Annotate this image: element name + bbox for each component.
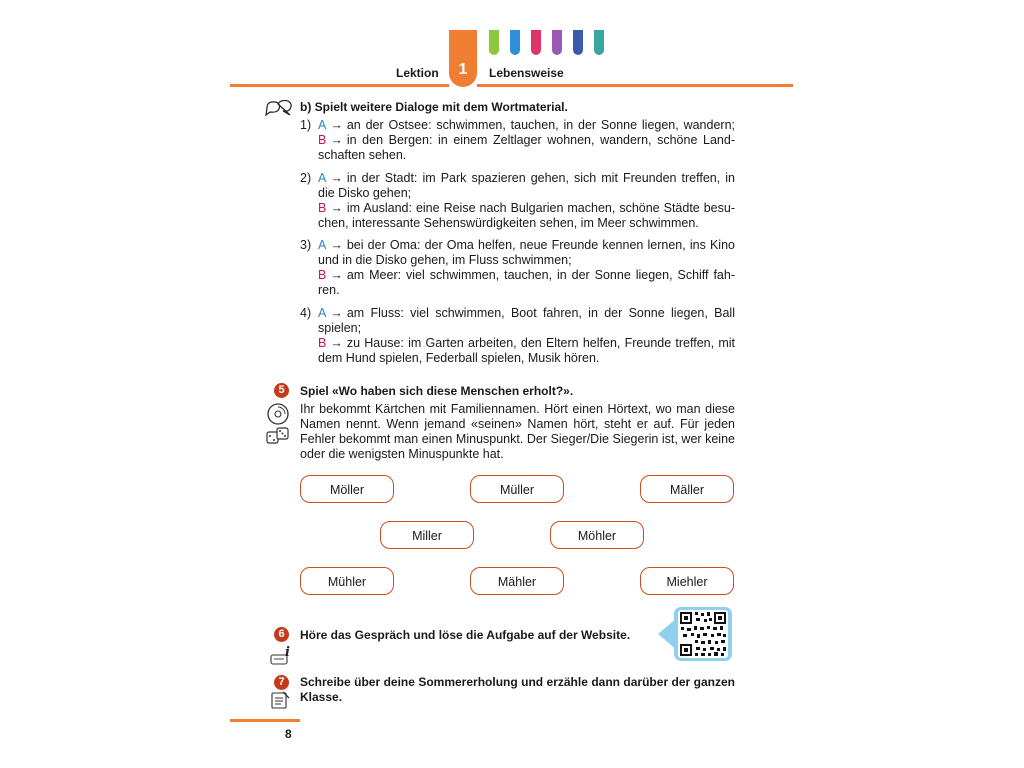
item-1-b-line-2: schaften sehen.	[318, 148, 407, 162]
task-6-text: Höre das Gespräch und löse die Aufgabe auf der Website.	[300, 628, 631, 642]
lesson-title: Lebensweise	[489, 66, 564, 80]
color-tab	[489, 30, 499, 55]
task-5-number: 5	[274, 383, 289, 398]
item-2-b-line-1: B → im Ausland: eine Reise nach Bulgarien machen, schöne Städte besu-	[318, 201, 735, 215]
color-tab	[552, 30, 562, 55]
task-5-line-2: Namen nennt. Wenn jemand «seinen» Namen hört, steht er auf. Für jeden	[300, 417, 735, 431]
header-rule-left	[230, 84, 449, 87]
item-4-b-line-2: dem Hund spielen, Federball spielen, Musik hören.	[318, 351, 600, 365]
item-4-number: 4)	[300, 306, 312, 320]
item-2-b-line-2: chen, interessante Sehenswürdigkeiten sehen, im Meer schwimmen.	[318, 216, 699, 230]
task-5-line-4: oder die wenigsten Minuspunkte hat.	[300, 447, 504, 461]
lesson-number-badge: 1	[449, 30, 477, 87]
task-5-heading: Spiel «Wo haben sich diese Menschen erholt?».	[300, 384, 574, 398]
item-4-b-line-1: B → zu Hause: im Garten arbeiten, den Eltern helfen, Freunde treffen, mit	[318, 336, 735, 350]
writing-icon	[268, 690, 292, 710]
color-tab	[531, 30, 541, 55]
info-icon	[268, 644, 294, 666]
listening-cd-icon	[266, 402, 290, 426]
item-3-b-line-1: B → am Meer: viel schwimmen, tauchen, in der Sonne liegen, Schiff fah-	[318, 268, 735, 282]
name-card-miehler: Miehler	[640, 567, 734, 595]
name-card-miller: Miller	[380, 521, 474, 549]
item-3-b-line-2: ren.	[318, 283, 340, 297]
exercise-b-heading: b) Spielt weitere Dialoge mit dem Wortmaterial.	[300, 100, 568, 114]
dice-icon	[265, 426, 291, 446]
item-2-a-line-2: die Disko gehen;	[318, 186, 412, 200]
svg-text:i: i	[285, 645, 290, 660]
dialogue-icon	[264, 98, 294, 116]
item-1-number: 1)	[300, 118, 312, 132]
task-5-line-1: Ihr bekommt Kärtchen mit Familiennamen. Hört einen Hörtext, wo man diese	[300, 402, 735, 416]
item-3-number: 3)	[300, 238, 312, 252]
item-1-b-line-1: B → in den Bergen: in einem Zeltlager wohnen, wandern, schöne Land-	[318, 133, 735, 147]
name-card-mueller: Müller	[470, 475, 564, 503]
task-7-line-1: Schreibe über deine Sommererholung und erzähle dann darüber der ganzen	[300, 675, 735, 689]
header-rule-right	[477, 84, 793, 87]
item-2-number: 2)	[300, 171, 312, 185]
page-number: 8	[285, 727, 292, 741]
name-card-maehler: Mähler	[470, 567, 564, 595]
color-tab	[573, 30, 583, 55]
task-7-line-2: Klasse.	[300, 690, 343, 704]
item-3-a-line-1: A → bei der Oma: der Oma helfen, neue Freunde kennen lernen, ins Kino	[318, 238, 735, 252]
name-card-maeller: Mäller	[640, 475, 734, 503]
qr-code-link[interactable]	[656, 605, 736, 663]
task-6-number: 6	[274, 627, 289, 642]
lektion-label: Lektion	[396, 66, 439, 80]
footer-rule	[230, 719, 300, 722]
color-tab	[510, 30, 520, 55]
name-card-moeller: Möller	[300, 475, 394, 503]
item-3-a-line-2: und in die Disko gehen, im Fluss schwimmen;	[318, 253, 572, 267]
item-2-a-line-1: A → in der Stadt: im Park spazieren gehen, sich mit Freunden treffen, in	[318, 171, 735, 185]
name-card-muehler: Mühler	[300, 567, 394, 595]
name-card-moehler: Möhler	[550, 521, 644, 549]
item-1-a-line-1: A → an der Ostsee: schwimmen, tauchen, in der Sonne liegen, wandern;	[318, 118, 735, 132]
task-5-line-3: Fehler bekommt man einen Minuspunkt. Der Sieger/Die Siegerin ist, wer keine	[300, 432, 735, 446]
color-tab	[594, 30, 604, 55]
task-7-number: 7	[274, 675, 289, 690]
item-4-a-line-2: spielen;	[318, 321, 362, 335]
item-4-a-line-1: A → am Fluss: viel schwimmen, Boot fahren, in der Sonne liegen, Ball	[318, 306, 735, 320]
